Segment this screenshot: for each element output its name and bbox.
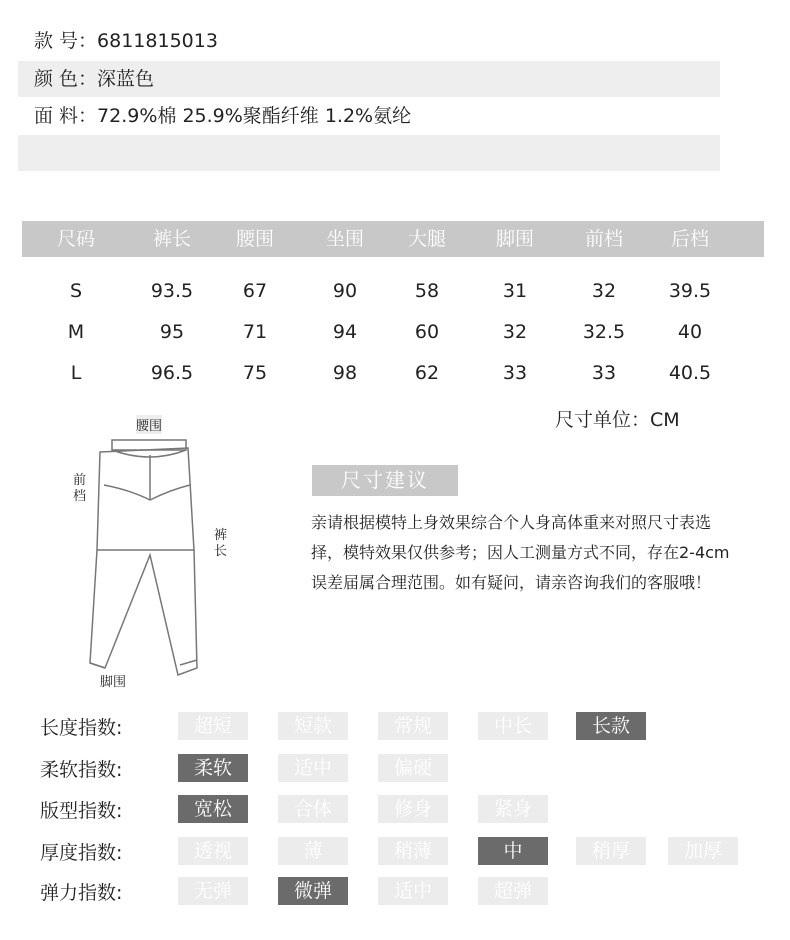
index-option: 薄	[278, 837, 348, 865]
size-table-cell: 67	[242, 280, 268, 302]
size-table-cell: 75	[242, 362, 268, 384]
index-option: 中长	[478, 712, 548, 740]
size-table-cell: 90	[332, 280, 358, 302]
index-option: 长款	[576, 712, 646, 740]
size-header-cell: 后档	[670, 228, 709, 250]
index-option: 稍厚	[576, 837, 646, 865]
size-header-cell: 大腿	[407, 228, 446, 250]
size-table-cell: 32	[502, 321, 528, 343]
index-option: 微弹	[278, 877, 348, 905]
length-label: 裤长	[214, 528, 228, 559]
style-number: 款 号：6811815013	[34, 30, 218, 52]
fabric-info: 面 料：72.9%棉 25.9%聚酯纤维 1.2%氨纶	[34, 105, 412, 127]
index-label: 柔软指数:	[40, 759, 123, 781]
size-table-cell: 60	[414, 321, 440, 343]
hem-label: 脚围	[100, 675, 127, 690]
index-option: 合体	[278, 795, 348, 823]
size-table-header	[22, 221, 764, 257]
index-label: 版型指数:	[40, 800, 123, 822]
index-label: 弹力指数:	[40, 882, 123, 904]
index-option: 柔软	[178, 754, 248, 782]
advice-title: 尺寸建议	[312, 465, 458, 496]
size-table-cell: 96.5	[150, 362, 194, 384]
size-header-cell: 前档	[584, 228, 623, 250]
front-rise-label: 前档	[73, 473, 87, 504]
size-header-cell: 裤长	[152, 228, 191, 250]
size-table-cell: 32	[591, 280, 617, 302]
size-table-cell: L	[70, 362, 82, 384]
index-option: 修身	[378, 795, 448, 823]
index-option: 稍薄	[378, 837, 448, 865]
size-header-cell: 坐围	[325, 228, 364, 250]
pants-diagram	[60, 430, 230, 680]
index-option: 适中	[378, 877, 448, 905]
size-table-cell: 93.5	[150, 280, 194, 302]
size-table-cell: 33	[591, 362, 617, 384]
size-table-cell: 71	[242, 321, 268, 343]
size-table-cell: 33	[502, 362, 528, 384]
size-table-cell: 58	[414, 280, 440, 302]
index-option: 宽松	[178, 795, 248, 823]
index-option: 加厚	[668, 837, 738, 865]
index-option: 偏硬	[378, 754, 448, 782]
size-table-cell: 32.5	[582, 321, 626, 343]
size-table-cell: 95	[159, 321, 185, 343]
size-table-cell: M	[67, 321, 85, 343]
size-table-cell: 39.5	[668, 280, 712, 302]
index-option: 短款	[278, 712, 348, 740]
index-option: 透视	[178, 837, 248, 865]
index-option: 超弹	[478, 877, 548, 905]
size-table-cell: S	[69, 280, 83, 302]
advice-text: 亲请根据模特上身效果综合个人身高体重来对照尺寸表选择，模特效果仅供参考；因人工测量方式不同，存在2-4cm误差届属合理范围。如有疑问，请亲咨询我们的客服哦！	[311, 513, 730, 592]
index-label: 长度指数:	[40, 717, 123, 739]
index-option: 常规	[378, 712, 448, 740]
index-label: 厚度指数:	[40, 842, 123, 864]
size-table-cell: 31	[502, 280, 528, 302]
index-option: 中	[478, 837, 548, 865]
size-table-cell: 94	[332, 321, 358, 343]
size-header-cell: 尺码	[56, 228, 95, 250]
index-option: 无弹	[178, 877, 248, 905]
color-info: 颜 色：深蓝色	[18, 61, 720, 97]
size-table-cell: 40.5	[668, 362, 712, 384]
size-unit: 尺寸单位：CM	[555, 409, 680, 431]
size-table-cell: 62	[414, 362, 440, 384]
size-header-cell: 脚围	[495, 228, 534, 250]
index-option: 紧身	[478, 795, 548, 823]
index-option: 适中	[278, 754, 348, 782]
size-header-cell: 腰围	[235, 228, 274, 250]
size-table-cell: 98	[332, 362, 358, 384]
waist-label: 腰围	[136, 415, 162, 434]
index-option: 超短	[178, 712, 248, 740]
info-blank-row	[18, 135, 720, 171]
size-table-cell: 40	[677, 321, 703, 343]
